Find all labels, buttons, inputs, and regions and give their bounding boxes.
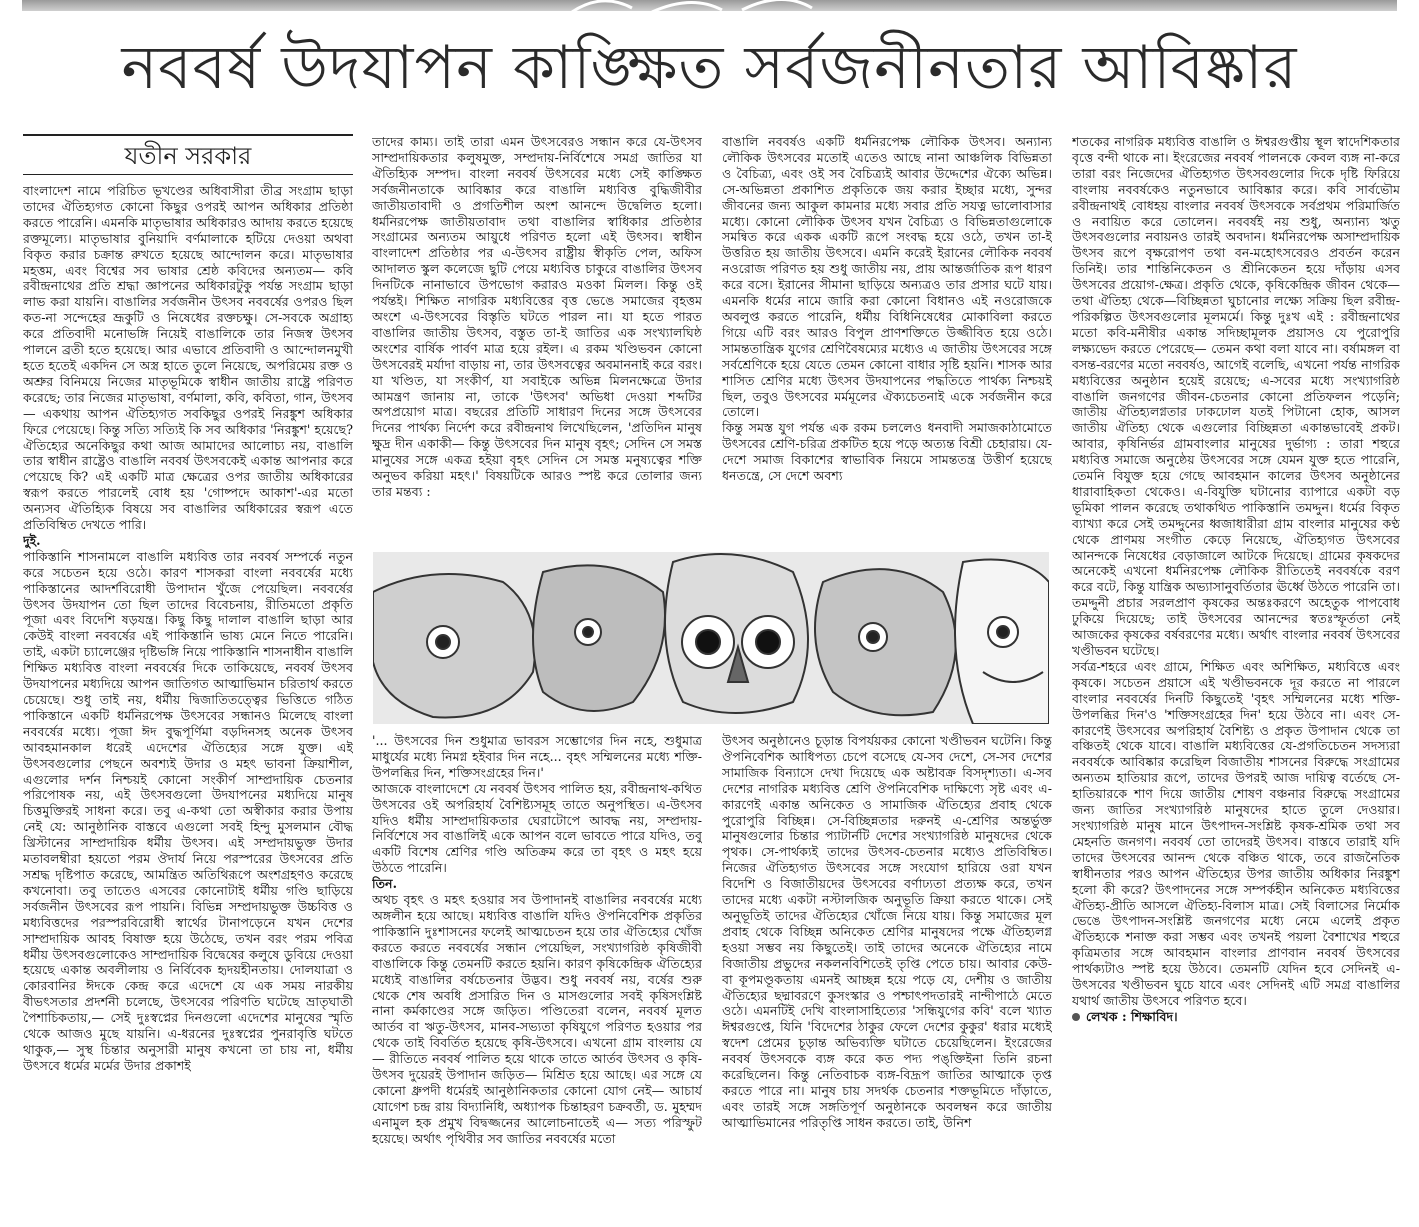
paragraph: শতকের নাগরিক মধ্যবিত্ত বাঙালি ও ঈশ্বরগুপ্তীয় স্থূল স্বাদেশিকতার বৃত্তে বন্দী থাকে না। ইংরেজের নববর্ষ পালনকে কেবল ব্যঙ্গ না-করে তারা বরং নিজেদের ঐতিহ্যগত উৎসবগুলোর দিকে দৃষ্টি ফিরিয়ে বাংলায় নববর্ষকেও নতুনভাবে আবিষ্কার করে। কবি সার্বভৌম রবীন্দ্রনাথই বোধহয় বাংলার নববর্ষ উৎসবকে সর্বপ্রথম পরিমার্জিত ও নবায়িত করে তোলেন। নববর্ষই নয় শুধু, অন্যান্য ঋতু উৎসবগুলোর নবায়নও তারই অবদান। ধর্মনিরপেক্ষ অসাম্প্রদায়িক উৎসব রূপে বৃক্ষরোপণ তথা বন-মহোৎসবেরও প্রবর্তন করেন তিনিই। তার শান্তিনিকেতন ও শ্রীনিকেতন হয়ে দাঁড়ায় এসব উৎসবের প্রয়োগ-ক্ষেত্র। প্রকৃতি থেকে, কৃষিকেন্দ্রিক জীবন থেকে—তথা ঐতিহ্য থেকে—বিচ্ছিন্নতা ঘুচানোর লক্ষ্যে সক্রিয় ছিল রবীন্দ্র-পরিকল্পিত উৎসবগুলোর মূলমর্মে। কিন্তু দুঃখ এই : রবীন্দ্রনাথের মতো কবি-মনীষীর একান্ত সদিচ্ছামূলক প্রয়াসও যে পুরোপুরি লক্ষ্যভেদ করতে পেরেছে— তেমন কথা বলা যাবে না। বর্ষামঙ্গল বা বসন্ত-বরণের মতো নববর্ষও, আগেই বলেছি, এখনো পর্যন্ত নাগরিক মধ্যবিত্তের অনুষ্ঠান হয়েই রয়েছে; এ-সবের মধ্যে সংখ্যাগরিষ্ঠ বাঙালি জনগণের জীবন-চেতনার কোনো প্রতিফলন পড়েনি; জাতীয় ঐতিহ্যলগ্নতার ঢাকঢোল যতই পিটানো হোক, আসল জাতীয় ঐতিহ্য থেকে এগুলোর বিচ্ছিন্নতা একান্তভাবেই প্রকট। আবার, কৃষিনির্ভর গ্রামবাংলার মানুষের দুর্ভাগ্য : তারা শহুরে মধ্যবিত্ত সমাজে অনুষ্ঠেয় উৎসবের সঙ্গে যেমন যুক্ত হতে পারেনি, তেমনি বিযুক্ত হয়ে গেছে আবহমান কালের উৎসব অনুষ্ঠানের ধারাবাহিকতা থেকেও। এ-বিযুক্তি ঘটানোর ব্যাপারে একটা বড় ভূমিকা পালন করেছে তথাকথিত পাকিস্তানি তমদ্দুন। ধর্মের বিকৃত ব্যাখ্যা করে সেই তমদ্দুনের ধ্বজাধারীরা গ্রাম বাংলার মানুষের কণ্ঠ থেকে প্রাণময় সংগীত কেড়ে নিয়েছে, ঐতিহ্যগত উৎসবের আনন্দকে নিষেধের বেড়াজালে আটকে দিয়েছে। গ্রামের কৃষকদের অনেকেই এখনো ধর্মনিরপেক্ষ লৌকিক রীতিতেই নববর্ষকে বরণ করে বটে, কিন্তু যান্ত্রিক অভ্যাসানুবর্তিতার ঊর্ধ্বে উঠতে পারেনি তা। তমদ্দুনী প্রচার সরলপ্রাণ কৃষকের অন্তঃকরণে অহেতুক পাপবোধ ঢুকিয়ে দিয়েছে; তাই উৎসবের আনন্দের স্বতঃস্ফূর্ততা নেই আজকের কৃষকের বর্ষবরণের মধ্যে। অর্থাৎ বাংলার নববর্ষ উৎসবের খণ্ডীভবন ঘটেছে।	[1072, 134, 1400, 658]
byline-box	[23, 134, 353, 175]
masks-photo	[373, 552, 1049, 724]
column-3-lower	[722, 733, 1052, 1223]
column-3-top	[722, 134, 1052, 546]
headline: নববর্ষ উদযাপন কাঙ্ক্ষিত সর্বজনীনতার আবিষ্কার	[121, 33, 1298, 103]
paragraph: তাদের কাম্য। তাই তারা এমন উৎসবেরও সন্ধান করে যে-উৎসব সাম্প্রদায়িকতার কলুষমুক্ত, সম্প্রদায়-নির্বিশেষে সমগ্র জাতির যা ঐতিহ্যিক সম্পদ। বাংলা নববর্ষ উৎসবের মধ্যে সেই কাঙ্ক্ষিত সর্বজনীনতাকে আবিষ্কার করে বাঙালি মধ্যবিত্ত বুদ্ধিজীবীর জাতীয়তাবাদী ও প্রগতিশীল অংশ আনন্দে উদ্বেলিত হলো। ধর্মনিরপেক্ষ জাতীয়তাবাদ তথা বাঙালির স্বাধিকার প্রতিষ্ঠার সংগ্রামের অন্যতম আয়ুধে পরিণত হলো এই উৎসব। স্বাধীন বাংলাদেশ প্রতিষ্ঠার পর এ-উৎসব রাষ্ট্রীয় স্বীকৃতি পেল, অফিস আদালত স্কুল কলেজে ছুটি পেয়ে মধ্যবিত্ত চাকুরে বাঙালির উৎসব দিনটিকে নানাভাবে উপভোগ করারও মওকা মিলল। কিন্তু ওই পর্যন্তই। শিক্ষিত নাগরিক মধ্যবিত্তের বৃত্ত ভেঙে সমাজের বৃহত্তম অংশে এ-উৎসবের বিস্তৃতি ঘটতে পারল না। যা হতে পারত বাঙালির জাতীয় উৎসব, বস্তুত তা-ই জাতির এক সংখ্যালঘিষ্ঠ অংশের বার্ষিক পার্বণ মাত্র হয়ে রইল। এ রকম খণ্ডিভবন কোনো উৎসবেরই মর্যাদা বাড়ায় না, তার উৎসবত্বের অবমাননাই করে বরং। যা খণ্ডিত, যা সংকীর্ণ, যা সবাইকে অভিন্ন মিলনক্ষেত্রে উদার আমন্ত্রণ জানায় না, তাকে 'উৎসব' অভিধা দেওয়া শব্দটির অপপ্রয়োগ মাত্র। বছরের প্রতিটি সাধারণ দিনের সঙ্গে উৎসবের দিনের পার্থক্য নির্দেশ করে রবীন্দ্রনাথ লিখেছিলেন, 'প্রতিদিন মানুষ ক্ষুদ্র দীন একাকী— কিন্তু উৎসবের দিন মানুষ বৃহৎ; সেদিন সে সমস্ত মানুষের সঙ্গে একত্র হইয়া বৃহৎ সেদিন সে সমস্ত মনুষ্যত্বের শক্তি অনুভব করিয়া মহৎ।' বিষয়টিকে আরও স্পষ্ট করে তোলার জন্য তার মন্তব্য :	[372, 134, 702, 499]
paragraph: বাঙালি নববর্ষও একটি ধর্মনিরপেক্ষ লৌকিক উৎসব। অন্যান্য লৌকিক উৎসবের মতোই এতেও আছে নানা আঞ্চলিক বিভিন্নতা ও বৈচিত্র্য, এবং ওই সব বৈচিত্র্যই আবার উদ্দেশের ঐক্যে অভিন্ন। সে-অভিন্নতা প্রকাশিত প্রকৃতিকে জয় করার ইচ্ছার মধ্যে, সুন্দর জীবনের জন্য আকুল কামনার মধ্যে সবার প্রতি সযত্ন ভালোবাসার মধ্যে। কোনো লৌকিক উৎসব যখন বৈচিত্র্য ও বিভিন্নতাগুলোকে সমন্বিত করে একক একটি রূপে সংবদ্ধ হয়ে ওঠে, তখন তা-ই উত্তরিত হয় জাতীয় উৎসবে। এমনি করেই ইরানের লৌকিক নববর্ষ নওরোজ পরিণত হয় শুধু জাতীয় নয়, প্রায় আন্তর্জাতিক রূপ ধারণ করে বসে। ইরানের সীমানা ছাড়িয়ে অন্যত্রও তার প্রসার ঘটে যায়। এমনকি ধর্মের নামে জারি করা কোনো বিধানও এই নওরোজকে অবলুপ্ত করতে পারেনি, ধর্মীয় বিধিনিষেধের মোকাবিলা করতে গিয়ে এটি বরং আরও বিপুল প্রাণশক্তিতে উজ্জীবিত হয়ে ওঠে। সামন্ততান্ত্রিক যুগের শ্রেণিবৈষম্যের মধ্যেও এ জাতীয় উৎসবের সঙ্গে সর্বশ্রেণিকে হয়ে যেতে তেমন কোনো বাধার সৃষ্টি হয়নি। শাসক আর শাসিত শ্রেণির মধ্যে উৎসব উদযাপনের পদ্ধতিতে পার্থক্য নিশ্চয়ই ছিল, তবুও উৎসবের মর্মমূলের ঐক্যচেতনাই একে সর্বজনীন করে তোলে।	[722, 134, 1052, 420]
column-1	[23, 134, 353, 1227]
paragraph: আজকে বাংলাদেশে যে নববর্ষ উৎসব পালিত হয়, রবীন্দ্রনাথ-কথিত উৎসবের ওই অপরিহার্য বৈশিষ্ট্যসমূহ তাতে অনুপস্থিত। এ-উৎসব যদিও ধর্মীয় সাম্প্রদায়িকতার ঘেরাটোপে আবদ্ধ নয়, সম্প্রদায়-নির্বিশেষে সব বাঙালিই একে আপন বলে ভাবতে পারে যদিও, তবু একটি বিশেষ শ্রেণির গণ্ডি অতিক্রম করে তা বৃহৎ ও মহৎ হয়ে উঠতে পারেনি।	[372, 780, 702, 876]
paragraph: সর্বত্র-শহরে এবং গ্রামে, শিক্ষিত এবং অশিক্ষিত, মধ্যবিত্তে এবং কৃষকে। সচেতন প্রয়াসে এই খণ্ডীভবনকে দূর করতে না পারলে বাংলার নববর্ষের দিনটি কিছুতেই 'বৃহৎ সম্মিলনের মধ্যে শক্তি-উপলব্ধির দিন'ও 'শক্তিসংগ্রহের দিন' হয়ে উঠবে না। এবং সে-কারণেই উৎসবের অপরিহার্য বৈশিষ্ট্য ও প্রকৃত উপাদান থেকে তা বঞ্চিতই থেকে যাবে। বাঙালি মধ্যবিত্তের যে-প্রগতিচেতন সদস্যরা নববর্ষকে আবিষ্কার করেছিল বিজাতীয় শাসনের বিরুদ্ধে সংগ্রামের অন্যতম হাতিয়ার রূপে, তাদের উপরই আজ দায়িত্ব বর্তেছে সে-হাতিয়ারকে শাণ দিয়ে জাতীয় শোষণ বঞ্চনার বিরুদ্ধে সংগ্রামের জন্য জাতির সংখ্যাগরিষ্ঠ মানুষদের হাতে তুলে দেওয়ার। সংখ্যাগরিষ্ঠ মানুষ মানে উৎপাদন-সংশ্লিষ্ট কৃষক-শ্রমিক তথা সব মেহনতি জনগণ। নববর্ষ তো তাদেরই উৎসব। বাস্তবে তারাই যদি তাদের উৎসবের আনন্দ থেকে বঞ্চিত থাকে, তবে রাজনৈতিক স্বাধীনতার পরও আপন ঐতিহ্যের উপর জাতীয় অধিকার নিরঙ্কুশ হলো কী করে? উৎপাদনের সঙ্গে সম্পর্কহীন অনিকেত মধ্যবিত্তের ঐতিহ্য-প্রীতি আসলে ঐতিহ্য-বিলাস মাত্র। সেই বিলাসের নির্মোক ভেঙে উৎপাদন-সংশ্লিষ্ট জনগণের মধ্যে নেমে এলেই প্রকৃত ঐতিহ্যকে শনাক্ত করা সম্ভব এবং তখনই পয়লা বৈশাখের শহুরে কৃত্রিমতার সঙ্গে আবহমান বাংলার প্রাণবান নববর্ষ উৎসবের পার্থক্যটাও স্পষ্ট হয়ে উঠবে। তেমনটি যেদিন হবে সেদিনই এ-উৎসবের খণ্ডীভবন ঘুচে যাবে এবং সেদিনই এটি সমগ্র বাঙালির যথার্থ জাতীয় উৎসবে পরিণত হবে।	[1072, 658, 1400, 1008]
quote-paragraph: '... উৎসবের দিন শুধুমাত্র ভাবরস সম্ভোগের দিন নহে, শুধুমাত্র মাধুর্যের মধ্যে নিমগ্ন হইবার দিন নহে... বৃহৎ সম্মিলনের মধ্যে শক্তি-উপলব্ধির দিন, শক্তিসংগ্রহের দিন।'	[372, 733, 702, 780]
section-heading-three: তিন.	[372, 876, 397, 892]
paragraph: বাংলাদেশ নামে পরিচিত ভূখণ্ডের অধিবাসীরা তীব্র সংগ্রাম ছাড়া তাদের ঐতিহ্যগত কোনো কিছুর ওপরই আপন অধিকার প্রতিষ্ঠা করতে পারেনি। এমনকি মাতৃভাষার অধিকারও আদায় করতে হয়েছে রক্তমূল্যে। মাতৃভাষার বুনিয়াদি বর্ণমালাকে হটিয়ে দেওয়া অথবা বিকৃত করার চক্রান্ত রুখতে হয়েছে আন্দোলন করে। মাতৃভাষার মহত্তম, এবং বিশ্বের সব ভাষার শ্রেষ্ঠ কবিদের অন্যতম— কবি রবীন্দ্রনাথের প্রতি শ্রদ্ধা জ্ঞাপনের অধিকারটুকু পর্যন্ত সংগ্রাম ছাড়া লাভ করা যায়নি। বাঙালির সর্বজনীন উৎসব নববর্ষের ওপরও ছিল কত-না সন্দেহের ভ্রূকুটি ও নিষেধের রক্তচক্ষু। সে-সবকে অগ্রাহ্য করে প্রতিবাদী মনোভঙ্গি নিয়েই বাঙালিকে তার নিজস্ব উৎসব পালনে ব্রতী হতে হয়েছে। আর এভাবে প্রতিবাদী ও আন্দোলনমুখী হতে হতেই একদিন সে অস্ত্র হাতে তুলে নিয়েছে, অপরিমেয় রক্ত ও অশ্রুর বিনিময়ে নিজের মাতৃভূমিকে স্বাধীন জাতীয় রাষ্ট্রে পরিণত করেছে; তার নিজের মাতৃভাষা, বর্ণমালা, কবি, কবিতা, গান, উৎসব— একথায় আপন ঐতিহ্যগত সবকিছুর ওপরই নিরঙ্কুশ অধিকার ফিরে পেয়েছে। কিন্তু সত্যি সত্যিই কি সব অধিকার 'নিরঙ্কুশ' হয়েছে? ঐতিহ্যের অনেকিছুর কথা আজ আমাদের আলোচ্য নয়, বাঙালি তার স্বাধীন রাষ্ট্রেও বাঙালি নববর্ষ উৎসবকেই একান্ত আপনার করে পেয়েছে কি? এই একটি মাত্র ক্ষেত্রের ওপর জাতীয় অধিকারের স্বরূপ করতে পারলেই বোধ হয় 'গোষ্পদে আকাশ'-এর মতো অন্যসব ঐতিহ্যিক বিষয়ে সব বাঙালির অধিকারের স্বরূপ এতে প্রতিবিম্বিত দেখতে পারি।	[23, 183, 353, 533]
column-4	[1072, 134, 1400, 1219]
band-ornament	[562, 0, 862, 11]
writer-credit	[1072, 1009, 1400, 1025]
writer-label: লেখক : শিক্ষাবিদ।	[1086, 1008, 1178, 1024]
paragraph: অথচ বৃহৎ ও মহৎ হওয়ার সব উপাদানই বাঙালির নববর্ষের মধ্যে অঙ্গলীন হয়ে আছে। মধ্যবিত্ত বাঙালি যদিও ঔপনিবেশিক প্রকৃতির পাকিস্তানি দুঃশাসনের ফলেই আত্মচেতন হয়ে তার ঐতিহ্যের খোঁজ করতে করতে নববর্ষের সন্ধান পেয়েছিল, সংখ্যাগরিষ্ঠ কৃষিজীবী বাঙালিকে কিন্তু তেমনটি করতে হয়নি। কারণ কৃষিকেন্দ্রিক ঐতিহ্যের মধ্যেই বাঙালির বর্ষচেতনার উদ্ভব। শুধু নববর্ষ নয়, বর্ষের শুরু থেকে শেষ অবধি প্রসারিত দিন ও মাসগুলোর সবই কৃষিসংশ্লিষ্ট নানা কর্মকাণ্ডের সঙ্গে জড়িত। পণ্ডিতেরা বলেন, নববর্ষ মূলত আর্তব বা ঋতু-উৎসব, মানব-সভ্যতা কৃষিযুগে পরিণত হওয়ার পর থেকে তাই বিবর্তিত হয়েছে কৃষি-উৎসবে। এখনো গ্রাম বাংলায় যে— রীতিতে নববর্ষ পালিত হয়ে থাকে তাতে আর্তব উৎসব ও কৃষি-উৎসব দুয়েরই উপাদান জড়িত— মিশ্রিত হয়ে আছে। এর সঙ্গে যে কোনো ধ্রুপদী ধর্মেরই আনুষ্ঠানিকতার কোনো যোগ নেই— আচার্য যোগেশ চন্দ্র রায় বিদ্যানিধি, অধ্যাপক চিন্তাহরণ চক্রবর্তী, ড. মুহম্মদ এনামুল হক প্রমুখ বিদ্বজ্জনের আলোচনাতেই এ— সত্য পরিস্ফুট হয়েছে। অর্থাৎ পৃথিবীর সব জাতির নববর্ষের মতো	[372, 892, 702, 1146]
column-2-top	[372, 134, 702, 546]
section-heading-two: দুই.	[23, 532, 41, 548]
bullet-dot	[1072, 1013, 1080, 1021]
paragraph: কিন্তু সমস্ত যুগ পর্যন্ত এক রকম চললেও ধনবাদী সমাজকাঠামোতে উৎসবের শ্রেণি-চরিত্র প্রকটিত হয়ে পড়ে অত্যন্ত বিশ্রী চেহারায়। যে-দেশে সমাজ বিকাশের স্বাভাবিক নিয়মে সামন্ততন্ত্র উত্তীর্ণ হয়েছে ধনতন্ত্রে, সে দেশে অবশ্য	[722, 420, 1052, 484]
byline: যতীন সরকার	[124, 142, 252, 170]
paragraph: উৎসব অনুষ্ঠানেও চূড়ান্ত বিপর্যয়কর কোনো খণ্ডীভবন ঘটেনি। কিন্তু ঔপনিবেশিক আধিপত্য চেপে বসেছে যে-সব দেশে, সে-সব দেশের সামাজিক বিন্যাসে দেখা দিয়েছে এক অষ্টাবক্র বিসদৃশ্যতা। এ-সব দেশের নাগরিক মধ্যবিত্ত শ্রেণি ঔপনিবেশিক দাক্ষিণ্যে সৃষ্ট এবং এ-কারণেই একান্ত অনিকেত ও সামাজিক ঐতিহ্যের প্রবাহ থেকে পুরোপুরি বিচ্ছিন্ন। সে-বিচ্ছিন্নতার দরুনই এ-শ্রেণির অন্তর্ভুক্ত মানুষগুলোর চিন্তার প্যাটার্নটি দেশের সংখ্যাগরিষ্ঠ মানুষদের থেকে পৃথক। সে-পার্থক্যই তাদের উৎসব-চেতনার মধ্যেও প্রতিবিম্বিত। নিজের ঐতিহ্যগত উৎসবের সঙ্গে সংযোগ হারিয়ে ওরা যখন বিদেশি ও বিজাতীয়দের উৎসবের বর্ণাঢ্যতা প্রত্যক্ষ করে, তখন তাদের মধ্যে একটা নস্টালজিক অনুভূতি ক্রিয়া করতে থাকে। সেই অনুভূতিই তাদের ঐতিহ্যের খোঁজে নিয়ে যায়। কিন্তু সমাজের মূল প্রবাহ থেকে বিচ্ছিন্ন অনিকেত শ্রেণির মানুষদের পক্ষে ঐতিহ্যলগ্ন হওয়া সম্ভব নয় কিছুতেই। তাই তাদের অনেকে ঐতিহ্যের নামে বিজাতীয় প্রভুদের নকলনবিশিতেই তৃপ্তি পেতে চায়। আবার কেউ-বা কূপমণ্ডূকতায় এমনই আচ্ছন্ন হয়ে পড়ে যে, দেশীয় ও জাতীয় ঐতিহ্যের ছদ্মাবরণে কুসংস্কার ও পশ্চাৎপদতারই নান্দীপাঠে মেতে ওঠে। এমনটিই দেখি বাংলাসাহিত্যের 'সন্ধিযুগের কবি' বলে খ্যাত ঈশ্বরগুপ্তে, যিনি 'বিদেশের ঠাকুর ফেলে দেশের কুকুর' ধরার মধ্যেই স্বদেশ প্রেমের চূড়ান্ত অভিব্যক্তি ঘটাতে চেয়েছিলেন। ইংরেজের নববর্ষ উৎসবকে ব্যঙ্গ করে কত পদ্য পঙ্‌ক্তিইনা তিনি রচনা করেছিলেন। কিন্তু নেতিবাচক ব্যঙ্গ-বিদ্রূপ জাতির আত্মাকে তৃপ্ত করতে পারে না। মানুষ চায় সদর্থক চেতনার শক্তভূমিতে দাঁড়াতে, এবং তারই সঙ্গে সঙ্গতিপূর্ণ অনুষ্ঠানকে অবলম্বন করে জাতীয় আত্মাভিমানের পরিতৃপ্তি সাধন করতে। তাই, উনিশ	[722, 733, 1052, 1130]
top-decorative-band	[22, 0, 1397, 11]
paragraph: পাকিস্তানি শাসনামলে বাঙালি মধ্যবিত্ত তার নববর্ষ সম্পর্কে নতুন করে সচেতন হয়ে ওঠে। কারণ শাসকরা বাংলা নববর্ষের মধ্যে পাকিস্তানের আদর্শবিরোধী উপাদান খুঁজে পেয়েছিল। নববর্ষের উৎসব উদযাপন তো ছিল তাদের বিবেচনায়, রীতিমতো প্রকৃতি পূজা এবং বিদেশি ষড়যন্ত্র। কিছু কিছু দালাল বাঙালি ছাড়া আর কেউই বাংলা নববর্ষের এই পাকিস্তানি ভাষ্য মেনে নিতে পারেনি। তাই, একটা চ্যালেঞ্জের দৃষ্টিভঙ্গি নিয়ে পাকিস্তানি শাসনাধীন বাঙালি শিক্ষিত মধ্যবিত্ত বাংলা নববর্ষের দিকে তাকিয়েছে, নববর্ষ উৎসব উদযাপনের মধ্যদিয়ে আপন জাতিগত আত্মাভিমান চরিতার্থ করতে চেয়েছে। শুধু তাই নয়, ধর্মীয় দ্বিজাতিতত্ত্বের ভিত্তিতে গঠিত পাকিস্তানে একটি ধর্মনিরপেক্ষ উৎসবের সন্ধানও মিলেছে বাংলা নববর্ষের মধ্যে। পূজা ঈদ বুদ্ধপূর্ণিমা বড়দিনসহ অনেক উৎসব আবহমানকাল ধরেই এদেশের ঐতিহ্যের সঙ্গে যুক্ত। এই উৎসবগুলোর পেছনে অবশ্যই উদার ও মহৎ ভাবনা ক্রিয়াশীল, এগুলোর দর্শন নিশ্চয়ই কোনো সংকীর্ণ সাম্প্রদায়িক চেতনার পরিপোষক নয়, এই উৎসবগুলো উদযাপনের মধ্যদিয়ে মানুষ চিত্তমুক্তিরই সাধনা করে। তবু এ-কথা তো অস্বীকার করার উপায় নেই যে: আনুষ্ঠানিক বাস্তবে এগুলো সবই হিন্দু মুসলমান বৌদ্ধ খ্রিস্টানের সাম্প্রদায়িক ধর্মীয় উৎসব। এই সম্প্রদায়ভুক্ত উদার মতাবলম্বীরা হয়তো পরম ঔদার্য নিয়ে পরস্পরের উৎসবের প্রতি সশ্রদ্ধ দৃষ্টিপাত করেছে, আমন্ত্রিত অতিথিরূপে অংশগ্রহণও করেছে কখনোবা। তবু তাতেও এসবের কোনোটাই ধর্মীয় গণ্ডি ছাড়িয়ে সর্বজনীন উৎসবের রূপ পায়নি। বিভিন্ন সম্প্রদায়ভুক্ত উচ্চবিত্ত ও মধ্যবিত্তদের পরস্পরবিরোধী স্বার্থের টানাপড়েনে যখন দেশের সাম্প্রদায়িক আবহ বিষাক্ত হয়ে উঠেছে, তখন বরং পরম পবিত্র ধর্মীয় উৎসবগুলোকেও সাম্প্রদায়িক বিদ্বেষের কলুষে ডুবিয়ে দেওয়া হয়েছে একান্ত অবলীলায় ও নির্বিবেক হৃদয়হীনতায়। দোলযাত্রা ও কোরবানির ঈদকে কেন্দ্র করে এদেশে যে এক সময় নারকীয় বীভৎসতার প্রদর্শনী চলেছে, উৎসবের পরিণতি ঘটেছে ভ্রাতৃঘাতী পৈশাচিকতায়,— সেই দুঃস্বপ্নের দিনগুলো এদেশের মানুষের স্মৃতি থেকে আজও মুছে যায়নি। এ-ধরনের দুঃস্বপ্নের পুনরাবৃত্তি ঘটতে থাকুক,— সুস্থ চিন্তার অনুসারী মানুষ কখনো তা চায় না, ধর্মীয় উৎসবে ধর্মের মর্মের উদার প্রকাশই	[23, 548, 353, 1073]
column-2-lower	[372, 733, 702, 1223]
mask-art-illustration	[373, 552, 1049, 724]
